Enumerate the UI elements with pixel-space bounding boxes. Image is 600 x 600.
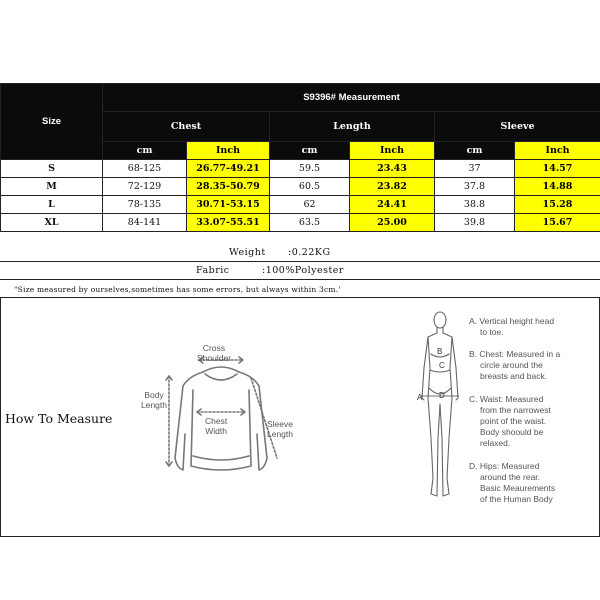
sleeve-cm-cell: 37.8 — [435, 178, 515, 196]
fabric-label: Fabric — [196, 265, 230, 276]
size-cell: M — [1, 178, 103, 196]
figure-letter-a: A — [417, 393, 423, 402]
length-cm-cell: 60.5 — [270, 178, 350, 196]
unit-sleeve-inch: Inch — [515, 142, 600, 160]
chest-inch-cell: 30.71-53.15 — [187, 196, 270, 214]
length-inch-cell: 25.00 — [350, 214, 435, 232]
chest-inch-cell: 28.35-50.79 — [187, 178, 270, 196]
size-chart — [0, 83, 600, 232]
sleeve-inch-cell: 15.67 — [515, 214, 600, 232]
figure-letter-d: D — [439, 391, 445, 400]
chest-cm-cell: 84-141 — [103, 214, 187, 232]
length-inch-cell: 23.82 — [350, 178, 435, 196]
chest-cm-cell: 78-135 — [103, 196, 187, 214]
fabric-value: :100%Polyester — [262, 265, 344, 276]
unit-length-inch: Inch — [350, 142, 435, 160]
how-to-measure-panel — [0, 297, 600, 537]
length-cm-cell: 63.5 — [270, 214, 350, 232]
chest-cm-cell: 72-129 — [103, 178, 187, 196]
legend-item-c: C. Waist: Measured from the narrowest point of the waist. Body shoould be relaxed. — [469, 394, 551, 448]
sleeve-cm-cell: 37 — [435, 160, 515, 178]
table-row — [1, 178, 600, 196]
table-row — [1, 196, 600, 214]
unit-length-cm: cm — [270, 142, 350, 160]
length-cm-cell: 59.5 — [270, 160, 350, 178]
group-chest: Chest — [103, 112, 270, 142]
chest-width-label: Chest Width — [205, 416, 228, 436]
weight-label: Weight — [229, 247, 266, 258]
unit-chest-inch: Inch — [187, 142, 270, 160]
sleeve-inch-cell: 14.57 — [515, 160, 600, 178]
size-note: "Size measured by ourselves,sometimes has some errors, but always within 3cm.' — [14, 285, 341, 294]
legend-item-a: A. Vertical height head to toe. — [469, 316, 555, 337]
how-to-measure-title: How To Measure — [5, 411, 113, 426]
sleeve-inch-cell: 14.88 — [515, 178, 600, 196]
legend-item-b: B. Chest: Measured in a circle around the breasts and back. — [469, 349, 561, 381]
size-cell: S — [1, 160, 103, 178]
chest-inch-cell: 26.77-49.21 — [187, 160, 270, 178]
sleeve-length-label: Sleeve Length — [267, 419, 293, 439]
size-cell: XL — [1, 214, 103, 232]
size-cell: L — [1, 196, 103, 214]
chest-cm-cell: 68-125 — [103, 160, 187, 178]
cross-shoulder-label: Cross Shoulder — [197, 343, 232, 363]
legend-item-d: D. Hips: Measured around the rear. Basic Meaurements of the Human Body — [469, 461, 556, 504]
weight-value: :0.22KG — [288, 247, 331, 258]
human-body-figure-icon — [415, 308, 465, 508]
table-title: S9396# Measurement — [103, 84, 600, 112]
sleeve-cm-cell: 39.8 — [435, 214, 515, 232]
table-row — [1, 160, 600, 178]
group-length: Length — [270, 112, 435, 142]
figure-letter-b: B — [437, 347, 443, 356]
group-sleeve: Sleeve — [435, 112, 600, 142]
length-cm-cell: 62 — [270, 196, 350, 214]
size-header: Size — [1, 84, 103, 160]
length-inch-cell: 23.43 — [350, 160, 435, 178]
measurement-table — [0, 83, 600, 232]
table-row — [1, 214, 600, 232]
sleeve-cm-cell: 38.8 — [435, 196, 515, 214]
divider — [0, 261, 600, 262]
sleeve-inch-cell: 15.28 — [515, 196, 600, 214]
chest-inch-cell: 33.07-55.51 — [187, 214, 270, 232]
unit-sleeve-cm: cm — [435, 142, 515, 160]
unit-chest-cm: cm — [103, 142, 187, 160]
figure-letter-c: C — [439, 361, 445, 370]
divider — [0, 279, 600, 280]
length-inch-cell: 24.41 — [350, 196, 435, 214]
body-length-label: Body Length — [141, 390, 167, 410]
